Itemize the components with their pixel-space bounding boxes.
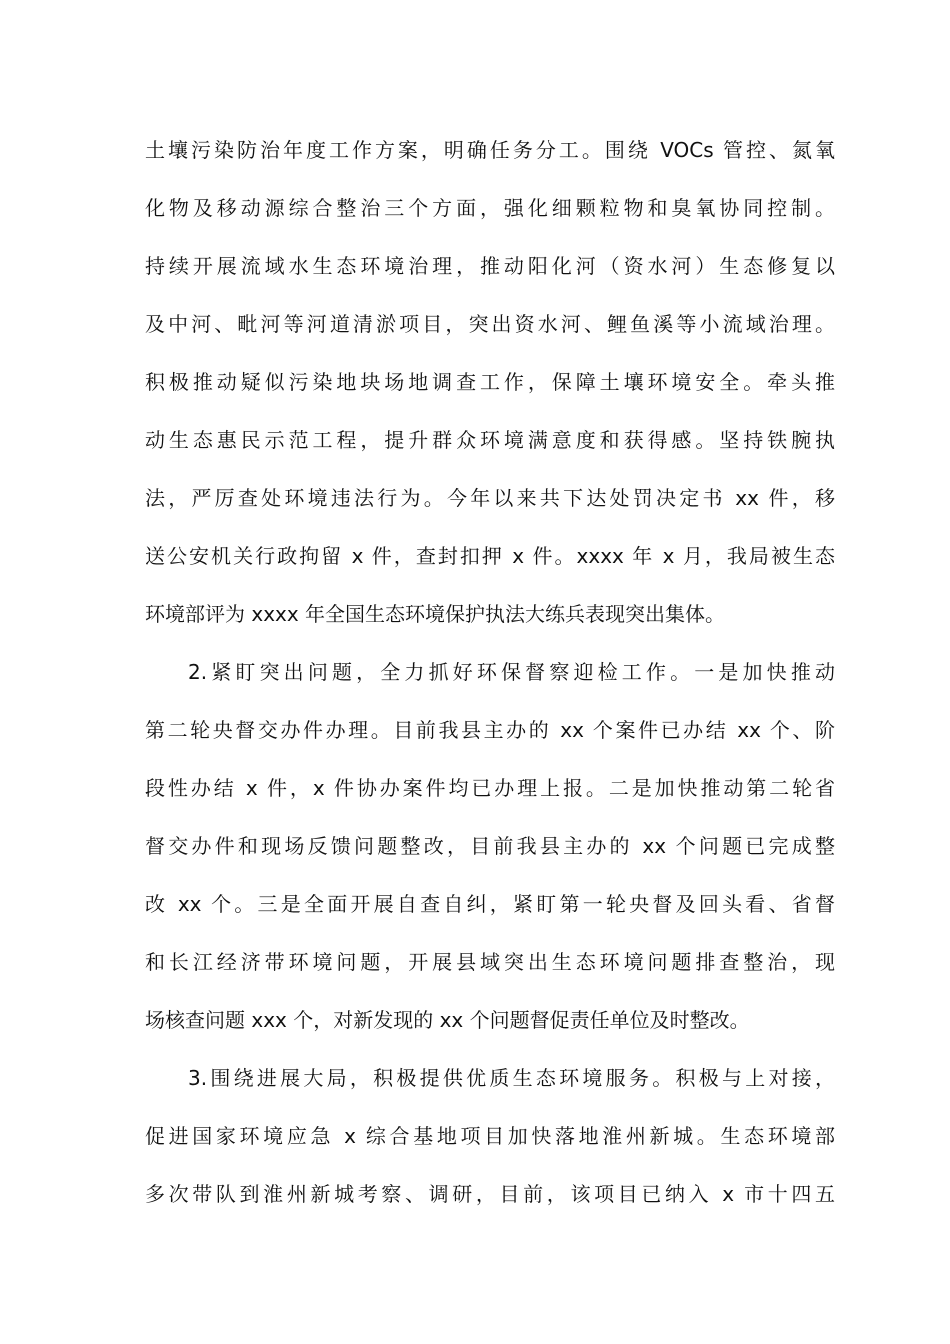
text-line-13: 督交办件和现场反馈问题整改，目前我县主办的 xx 个问题已完成整: [145, 834, 835, 858]
text-line-18: 促进国家环境应急 x 综合基地项目加快落地淮州新城。生态环境部: [145, 1124, 835, 1148]
text-line-8: 送公安机关行政拘留 x 件，查封扣押 x 件。xxxx 年 x 月，我局被生态: [145, 544, 835, 568]
text-line-2: 化物及移动源综合整治三个方面，强化细颗粒物和臭氧协同控制。: [145, 196, 835, 220]
text-line-11: 第二轮央督交办件办理。目前我县主办的 xx 个案件已办结 xx 个、阶: [145, 718, 835, 742]
text-line-6: 动生态惠民示范工程，提升群众环境满意度和获得感。坚持铁腕执: [145, 428, 835, 452]
text-line-4: 及中河、毗河等河道清淤项目，突出资水河、鲤鱼溪等小流域治理。: [145, 312, 835, 336]
paragraph-2-first-line: 2.紧盯突出问题，全力抓好环保督察迎检工作。一是加快推动: [188, 660, 835, 684]
text-line-9: 环境部评为 xxxx 年全国生态环境保护执法大练兵表现突出集体。: [145, 602, 726, 626]
text-line-1: 土壤污染防治年度工作方案，明确任务分工。围绕 VOCs 管控、氮氧: [145, 138, 835, 162]
text-line-16: 场核查问题 xxx 个，对新发现的 xx 个问题督促责任单位及时整改。: [145, 1008, 750, 1032]
text-line-3: 持续开展流域水生态环境治理，推动阳化河（资水河）生态修复以: [145, 254, 835, 278]
text-line-5: 积极推动疑似污染地块场地调查工作，保障土壤环境安全。牵头推: [145, 370, 835, 394]
text-line-19: 多次带队到淮州新城考察、调研，目前，该项目已纳入 x 市十四五: [145, 1182, 835, 1206]
text-line-15: 和长江经济带环境问题，开展县域突出生态环境问题排查整治，现: [145, 950, 835, 974]
text-line-14: 改 xx 个。三是全面开展自查自纠，紧盯第一轮央督及回头看、省督: [145, 892, 835, 916]
paragraph-3-first-line: 3.围绕进展大局，积极提供优质生态环境服务。积极与上对接，: [188, 1066, 835, 1090]
text-line-7: 法，严厉查处环境违法行为。今年以来共下达处罚决定书 xx 件，移: [145, 486, 835, 510]
text-line-12: 段性办结 x 件，x 件协办案件均已办理上报。二是加快推动第二轮省: [145, 776, 835, 800]
